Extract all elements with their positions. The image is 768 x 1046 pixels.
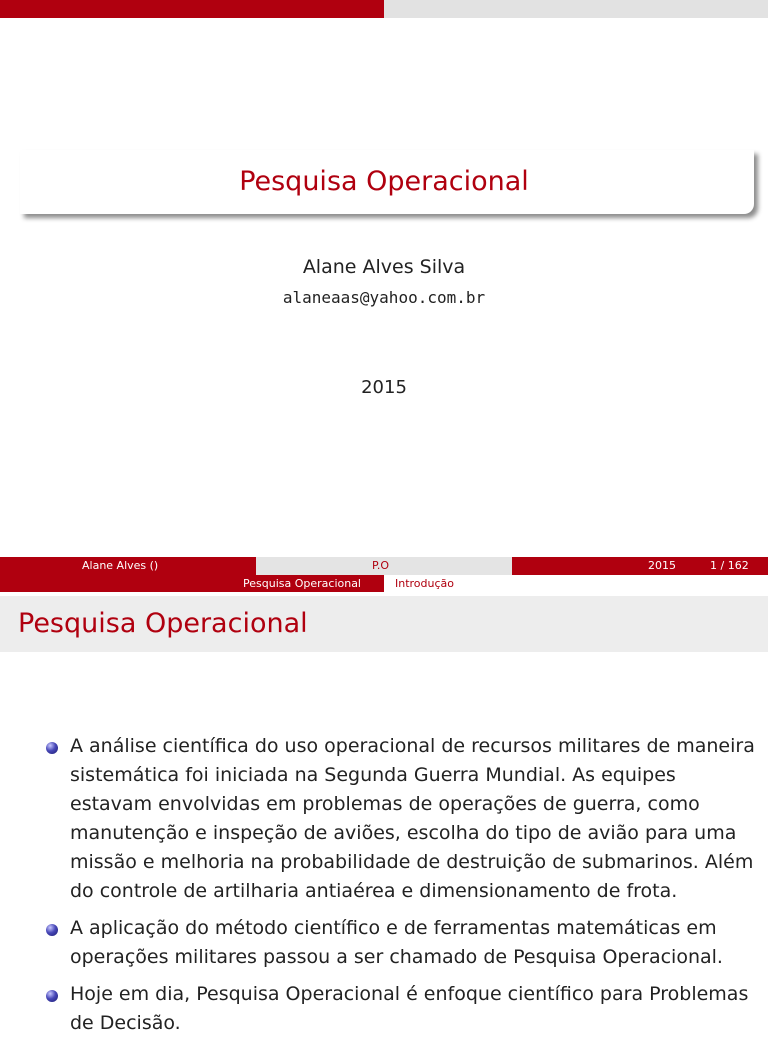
subsection-box [384, 575, 768, 592]
frame-title-bar [0, 596, 768, 652]
bullet-text: A aplicação do método científico e de ferramentas matemáticas em operações militares passou a ser chamado de Pesquisa Operacional. [70, 917, 723, 968]
footer-year: 2015 [648, 559, 676, 572]
footer-short-title: P.O [372, 559, 390, 572]
author-email: alaneaas@yahoo.com.br [282, 288, 486, 307]
section-navigation [0, 575, 768, 592]
slide-footer [0, 557, 768, 575]
author-name: Alane Alves Silva [302, 256, 466, 278]
footer-author-box [0, 557, 256, 575]
list-item [46, 914, 758, 972]
top-bar-right [384, 0, 768, 18]
subsection-link[interactable]: Introdução [395, 577, 455, 590]
page-number[interactable]: 1 / 162 [710, 559, 749, 572]
presentation-date: 2015 [361, 377, 407, 398]
bullet-ball-icon [46, 924, 58, 936]
list-item [46, 732, 758, 906]
top-bar-left [0, 0, 384, 18]
bullet-text: Hoje em dia, Pesquisa Operacional é enfoque científico para Problemas de Decisão. [70, 983, 749, 1034]
section-box [0, 575, 384, 592]
footer-date-box [512, 557, 768, 575]
footer-author: Alane Alves () [82, 559, 159, 572]
presentation-title: Pesquisa Operacional [239, 166, 529, 197]
bullet-list [46, 732, 758, 1046]
list-item [46, 980, 758, 1038]
top-navigation-bar [0, 0, 768, 18]
footer-title-box [256, 557, 512, 575]
bullet-ball-icon [46, 990, 58, 1002]
bullet-text: A análise científica do uso operacional de recursos militares de maneira sistemática foi iniciada na Segunda Guerra Mundial. As equipes estavam envolvidas em problemas de operações de guerra, como manutenção e inspeção de aviões, escolha do tipo de avião para uma missão e melhoria na probabilidade de destruição de submarinos. Além do controle de artilharia antiaérea e dimensionamento de frota. [70, 735, 755, 902]
bullet-ball-icon [46, 742, 58, 754]
frame-title: Pesquisa Operacional [18, 608, 308, 639]
section-link[interactable]: Pesquisa Operacional [243, 577, 361, 590]
